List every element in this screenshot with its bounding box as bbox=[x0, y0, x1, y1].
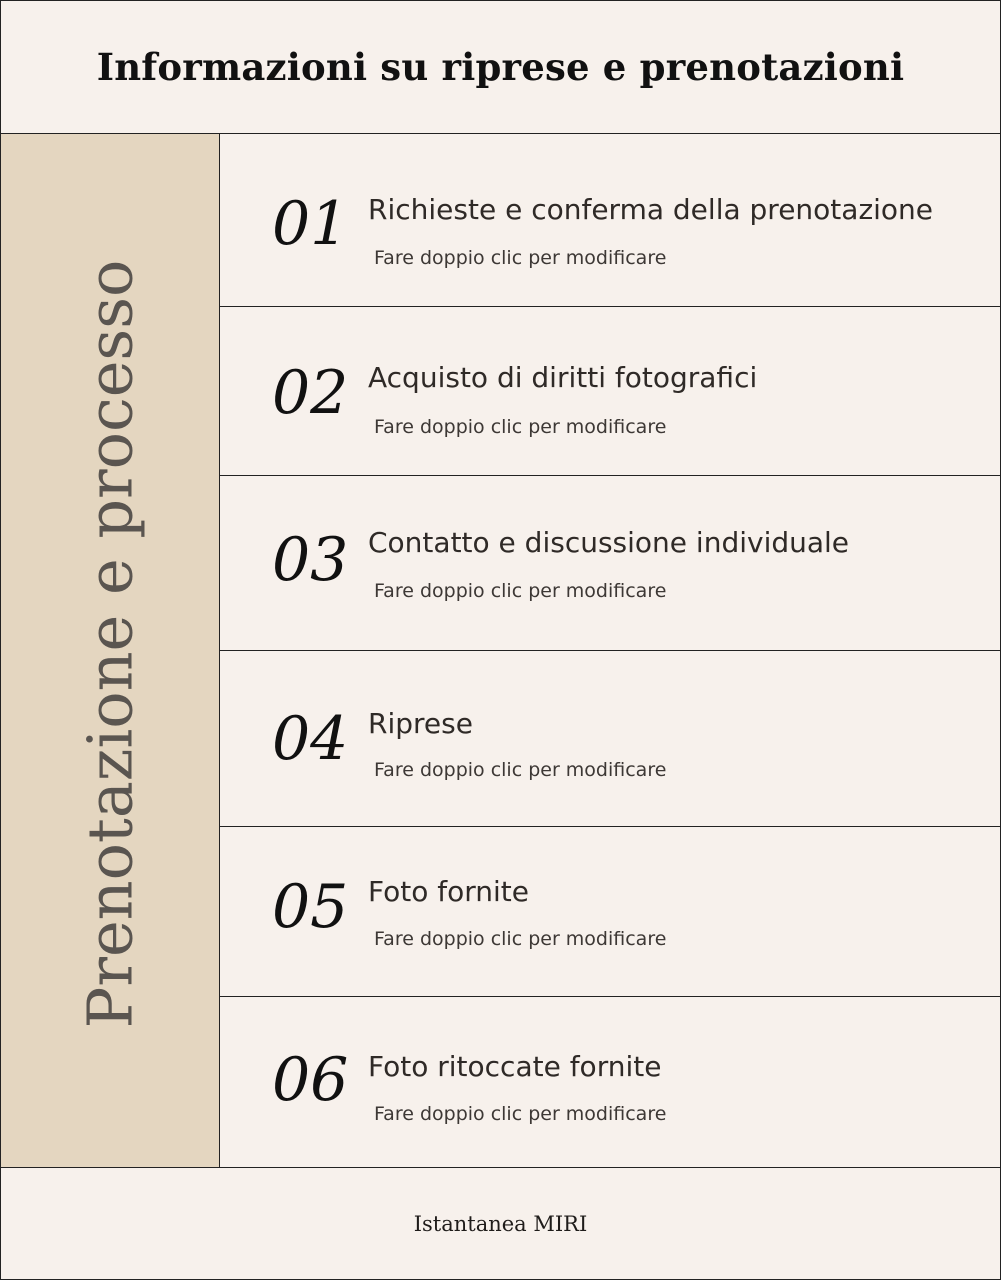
step-description[interactable]: Fare doppio clic per modificare bbox=[374, 247, 667, 269]
content-area bbox=[1, 133, 1000, 1168]
step-description[interactable]: Fare doppio clic per modificare bbox=[374, 928, 667, 950]
step-description[interactable]: Fare doppio clic per modificare bbox=[374, 1103, 667, 1125]
step-row bbox=[220, 651, 1000, 827]
step-row bbox=[220, 827, 1000, 997]
step-number: 03 bbox=[272, 525, 349, 595]
step-description[interactable]: Fare doppio clic per modificare bbox=[374, 759, 667, 781]
footer-brand: Istantanea MIRI bbox=[413, 1211, 588, 1236]
step-row bbox=[220, 476, 1000, 651]
sidebar bbox=[1, 134, 220, 1167]
step-title[interactable]: Foto fornite bbox=[368, 875, 529, 908]
step-row bbox=[220, 307, 1000, 476]
step-title[interactable]: Contatto e discussione individuale bbox=[368, 526, 850, 559]
step-row bbox=[220, 134, 1000, 307]
step-number: 02 bbox=[272, 358, 349, 428]
step-number: 01 bbox=[272, 189, 349, 259]
step-title[interactable]: Acquisto di diritti fotografici bbox=[368, 361, 758, 394]
step-title[interactable]: Richieste e conferma della prenotazione bbox=[368, 193, 934, 226]
sidebar-label: Prenotazione e processo bbox=[73, 259, 147, 1029]
step-number: 05 bbox=[272, 872, 349, 942]
steps-list bbox=[220, 134, 1000, 1167]
step-number: 06 bbox=[272, 1045, 349, 1115]
step-title[interactable]: Foto ritoccate fornite bbox=[368, 1050, 662, 1083]
step-title[interactable]: Riprese bbox=[368, 707, 473, 740]
step-description[interactable]: Fare doppio clic per modificare bbox=[374, 580, 667, 602]
step-number: 04 bbox=[272, 704, 349, 774]
step-row bbox=[220, 997, 1000, 1167]
step-description[interactable]: Fare doppio clic per modificare bbox=[374, 416, 667, 438]
page-title: Informazioni su riprese e prenotazioni bbox=[96, 45, 905, 89]
